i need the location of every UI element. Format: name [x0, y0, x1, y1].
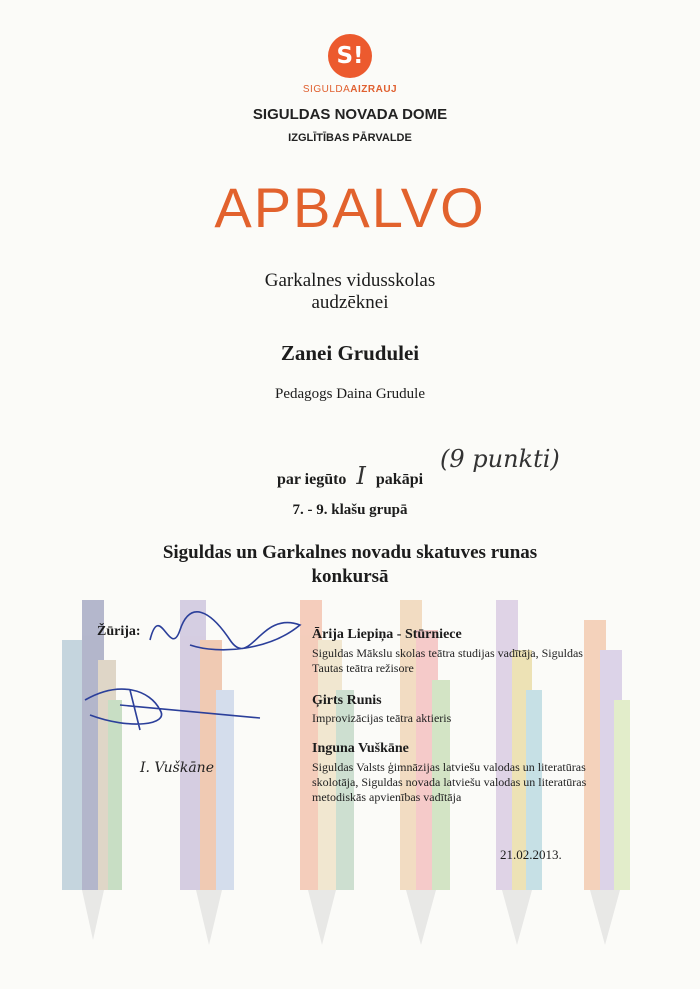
jury-member-1-role: Siguldas Mākslu skolas teātra studijas vadītāja, Siguldas Tautas teātra režisore — [312, 646, 583, 675]
recipient-school — [0, 270, 700, 314]
jury-label: Žūrija: — [97, 624, 141, 639]
brand-part2: AIZRAUJ — [350, 84, 398, 95]
contest-line2: konkursā — [311, 566, 389, 587]
logo-icon: S! — [328, 34, 372, 78]
teacher-name: Pedagogs Daina Grudule — [275, 386, 425, 402]
jury-member-3-name: Inguna Vuškāne — [312, 741, 409, 756]
school-line1: Garkalnes vidusskolas — [264, 270, 436, 291]
award-line — [0, 462, 700, 490]
signature-1 — [150, 612, 300, 650]
department-name: IZGLĪTĪBAS PĀRVALDE — [288, 132, 412, 144]
signature-3: I. Vuškāne — [140, 760, 214, 776]
award-prefix: par iegūto — [276, 471, 347, 488]
award-suffix: pakāpi — [375, 471, 424, 488]
jury-member-3-role: Siguldas Valsts ģimnāzijas latviešu valodas un literatūras skolotāja, Siguldas novada latviešu valodas un literatūras metodiskās apvienības vadītāja — [312, 760, 587, 804]
recipient-name: Zanei Grudulei — [280, 341, 420, 365]
brand-tagline — [0, 84, 700, 95]
jury-member-1-name: Ārija Liepiņa - Stūrniece — [312, 627, 462, 642]
organization-name: SIGULDAS NOVADA DOME — [252, 106, 448, 123]
award-degree-handwritten: I — [356, 462, 366, 490]
jury-member-2-role: Improvizācijas teātra aktieris — [312, 711, 452, 725]
points-note-handwritten: (9 punkti) — [440, 445, 560, 473]
certificate-title: APBALVO — [214, 176, 486, 239]
school-line2: audzēknei — [311, 292, 389, 313]
brand-part1: SIGULDA — [302, 84, 351, 95]
certificate-date: 21.02.2013. — [500, 847, 562, 862]
jury-member-2-name: Ģirts Runis — [312, 693, 382, 708]
award-group: 7. - 9. klašu grupā — [292, 502, 408, 518]
contest-line1: Siguldas un Garkalnes novadu skatuves runas — [162, 542, 538, 563]
contest-name — [0, 541, 700, 589]
